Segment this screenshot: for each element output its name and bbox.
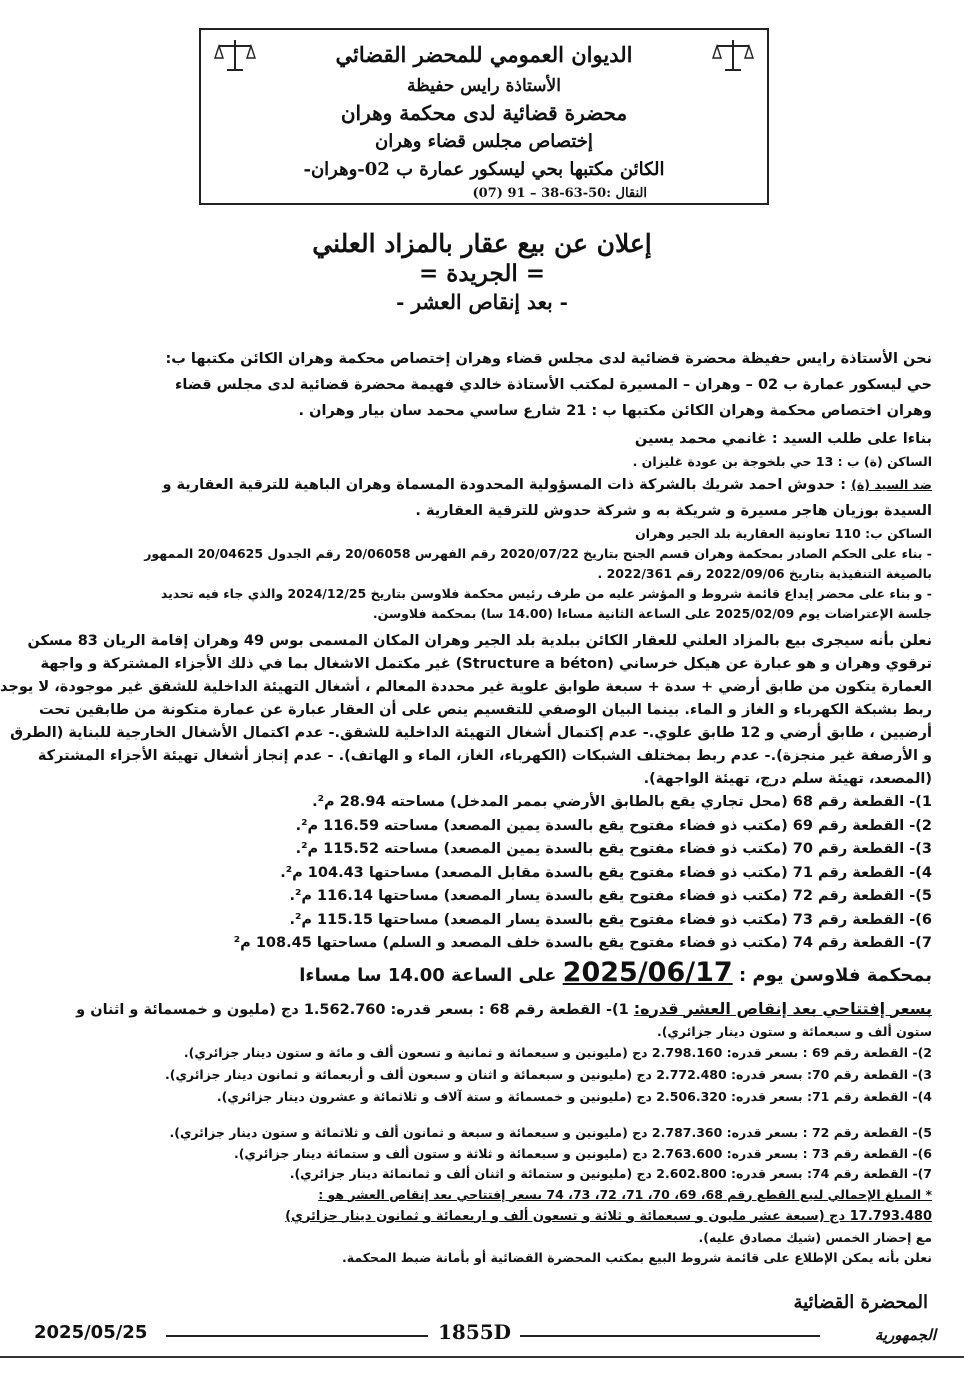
intro-line: وهران اختصاص محكمة وهران الكائن مكتبها ب : 21 شارع ساسي محمد سان بيار وهران . bbox=[298, 403, 932, 419]
description-line: نعلن بأنه سيجرى بيع بالمزاد العلني للعقار الكائن ببلدية بلد الجير وهران المكان المسمى بوس 49 وهران إقامة الريان 83 مسكن bbox=[27, 633, 932, 649]
description-line: العمارة يتكون من طابق أرضي + سدة + سبعة طوابق علوية غير محددة المعالم ، أشغال التهيئة الداخلية للشقق غير موجودة، لا يوجد bbox=[0, 679, 932, 695]
office-address: الكائن مكتبها بحي ليسكور عمارة ب 02-وهران- bbox=[303, 159, 665, 180]
description-line: (المصعد، تهيئة سلم درج، تهيئة الواجهة). bbox=[643, 771, 932, 787]
description-line: و الأرصفة غير منجزة).- عدم ربط بمختلف الشبكات (الكهرباء، الغاز، الماء و الهاتف). - عدم إنجاز أشغال تهيئة الأجزاء المشتركة bbox=[37, 748, 932, 764]
basis-line: - بناء على الحكم الصادر بمحكمة وهران قسم الجنح بتاريخ 2020/07/22 رقم الفهرس 20/06058 رقم الجدول 20/04625 الممهور bbox=[144, 546, 932, 561]
bailiff-title: محضرة قضائية لدى محكمة وهران bbox=[340, 101, 628, 125]
office-name: الديوان العمومي للمحضر القضائي bbox=[335, 42, 633, 67]
defendant-text: : حدوش احمد شريك بالشركة ذات المسؤولية المحدودة المسماة وهران الباهية للترقية العقارية و bbox=[162, 477, 847, 493]
against-label: ضد السيد (ة) bbox=[851, 477, 932, 492]
price-text: 1)- القطعة رقم 68 : بسعر قدره: 1.562.760 دج (مليون و خمسمائة و اثنان و bbox=[76, 1001, 629, 1018]
defendant-line bbox=[36, 472, 932, 498]
publication-date: 2025/05/25 bbox=[34, 1322, 148, 1343]
total-amount: 17.793.480 دج (سبعة عشر مليون و سبعمائة و ثلاثة و تسعون ألف و اربعمائة و ثمانون دينار جزائري) bbox=[285, 1208, 932, 1224]
conditions-note: نعلن بأنه يمكن الإطلاع على قائمة شروط البيع بمكتب المحضرة القضائية أو بأمانة ضبط المحكمة. bbox=[342, 1249, 932, 1265]
lot-item: 6)- القطعة رقم 73 (مكتب ذو فضاء مفتوح يقع بالسدة يسار المصعد) مساحتها 115.15 م². bbox=[289, 911, 932, 928]
footer-divider bbox=[166, 1335, 428, 1337]
announcement-title: إعلان عن بيع عقار بالمزاد العلني bbox=[312, 229, 652, 258]
signature-label: المحضرة القضائية bbox=[793, 1292, 928, 1313]
basis-line: بالصيغة التنفيذية بتاريخ 2022/09/06 رقم 2022/361 . bbox=[597, 566, 932, 581]
lot-item: 1)- القطعة رقم 68 (محل تجاري يقع بالطابق الأرضي بممر المدخل) مساحته 28.94 م². bbox=[312, 794, 932, 810]
basis-line: - و بناء على محضر إيداع قائمة شروط و المؤشر عليه من طرف رئيس محكمة فلاوسن بتاريخ 2024/12/25 والذي جاء فيه تحديد bbox=[160, 586, 932, 601]
announcement-note: - بعد إنقاص العشر - bbox=[396, 290, 568, 314]
price-line: ستون ألف و سبعمائة و ستون دينار جزائري). bbox=[656, 1023, 932, 1039]
bailiff-name: الأستاذة رايس حفيظة bbox=[407, 76, 561, 96]
defendant-address: الساكن ب: 110 تعاونية العقارية بلد الجير وهران bbox=[635, 526, 932, 541]
scales-of-justice-icon bbox=[711, 36, 755, 76]
defendant-line: السيدة بوزيان هاجر مسيرة و شريكة به و شركة حدوش للترقية العقارية . bbox=[415, 503, 932, 519]
price-line: 2)- القطعة رقم 69 : بسعر قدره: 2.798.160 دج (مليونين و سبعمائة و ثمانية و تسعون ألف و مائة و ستون دينار جزائري). bbox=[183, 1044, 932, 1060]
sale-date: 2025/06/17 bbox=[562, 956, 733, 988]
lot-item: 2)- القطعة رقم 69 (مكتب ذو فضاء مفتوح يقع بالسدة يمين المصعد) مساحته 116.59 م². bbox=[295, 817, 932, 834]
total-line: * المبلغ الإجمالي لبيع القطع رقم 68، 69، 70، 71، 72، 73، 74 بسعر إفتتاحي بعد إنقاص العشر هو : bbox=[318, 1186, 932, 1202]
description-line: أرضيين ، طابق أرضي و 12 طابق علوي.- عدم إكتمال أشغال التهيئة الداخلية للشقق.- عدم اكتمال الأشغال الخارجية للبناية (الطرق bbox=[10, 725, 932, 741]
basis-line: جلسة الإعتراضات يوم 2025/02/09 على الساعة الثانية مساءا (14.00 سا) بمحكمة فلاوسن. bbox=[372, 606, 932, 621]
intro-line: نحن الأستاذة رايس حفيظة محضرة قضائية لدى مجلس قضاء وهران إختصاص محكمة وهران الكائن مكتبها ب: bbox=[165, 351, 932, 367]
sale-time: على الساعة 14.00 سا مساءا bbox=[299, 964, 557, 986]
price-line bbox=[36, 997, 932, 1022]
description-line: ربط بشبكة الكهرباء و الغاز و الماء. بينما البيان الوصفي للتقسيم ينص على أن العقار عبارة عن عمارة متكونة من طابقين تحت bbox=[38, 702, 932, 718]
page-bottom-border bbox=[0, 1356, 964, 1374]
intro-line: حي ليسكور عمارة ب 02 – وهران – المسيرة لمكتب الأستاذة خالدي فهيمة محضرة قضائية لدى مجلس قضاء bbox=[174, 377, 932, 393]
announcement-subtitle: = الجريدة = bbox=[418, 260, 546, 287]
sale-date-line bbox=[36, 958, 932, 991]
requester-address: الساكن (ة) ب : 13 حي بلخوجة بن عودة غليزان . bbox=[632, 454, 932, 469]
lot-item: 5)- القطعة رقم 72 (مكتب ذو فضاء مفتوح يقع بالسدة يسار المصعد) مساحتها 116.14 م². bbox=[289, 888, 932, 904]
price-line: 5)- القطعة رقم 72 : بسعر قدره: 2.787.360 دج (مليونين و سبعمائة و سبعة و ثمانون ألف و ثلاثمائة و ستون دينار جزائري). bbox=[169, 1124, 932, 1140]
price-line: 3)- القطعة رقم 70: بسعر قدره: 2.772.480 دج (مليونين و سبعمائة و اثنان و سبعون ألف و أربعمائة و ثمانون دينار جزائري). bbox=[165, 1066, 932, 1082]
description-line: ترقوي وهران و هو عبارة عن هيكل خرساني (Structure a béton) غير مكتمل الاشغال بما في ذلك الأجزاء المشتركة و واجهة bbox=[40, 656, 932, 672]
jurisdiction: إختصاص مجلس قضاء وهران bbox=[375, 131, 593, 152]
lot-item: 3)- القطعة رقم 70 (مكتب ذو فضاء مفتوح يقع بالسدة يمين المصعد) مساحته 115.52 م². bbox=[295, 841, 932, 857]
price-line: 6)- القطعة رقم 73 : بسعر قدره: 2.763.600 دج (مليونين و سبعمائة و ثلاثة و ستون ألف و ستمائة دينار جزائري). bbox=[233, 1145, 932, 1161]
requester: بناءا على طلب السيد : غانمي محمد يسين bbox=[634, 431, 932, 447]
footer-divider bbox=[520, 1335, 820, 1337]
property-description bbox=[0, 630, 932, 791]
sale-court: بمحكمة فلاوسن يوم : bbox=[738, 964, 932, 986]
deposit-note: مع إحضار الخمس (شيك مصادق عليه). bbox=[698, 1229, 932, 1245]
office-phone: النقال :50-63-38 – 91 (07) bbox=[472, 186, 647, 201]
lot-item: 4)- القطعة رقم 71 (مكتب ذو فضاء مفتوح يقع بالسدة مقابل المصعد) مساحتها 104.43 م². bbox=[280, 864, 932, 881]
lots-list bbox=[36, 791, 932, 956]
lot-item: 7)- القطعة رقم 74 (مكتب ذو فضاء مفتوح يقع بالسدة خلف المصعد و السلم) مساحتها 108.45 م² bbox=[233, 935, 932, 951]
announcement-code: 1855D bbox=[438, 1320, 512, 1344]
price-line: 4)- القطعة رقم 71: بسعر قدره: 2.506.320 دج (مليونين و خمسمائة و ستة آلاف و ثلاثمائة و عشرون دينار جزائري). bbox=[216, 1088, 932, 1104]
letterhead-box bbox=[199, 28, 769, 205]
price-line: 7)- القطعة رقم 74: بسعر قدره: 2.602.800 دج (مليونين و ستمائة و اثنان ألف و ثمانمائة دينار جزائري). bbox=[289, 1165, 932, 1181]
newspaper-logo: الجمهورية bbox=[874, 1326, 936, 1344]
announcement-body bbox=[0, 346, 932, 1268]
opening-price-label: بسعر إفتتاحي بعد إنقاص العشر قدره: bbox=[633, 998, 932, 1018]
